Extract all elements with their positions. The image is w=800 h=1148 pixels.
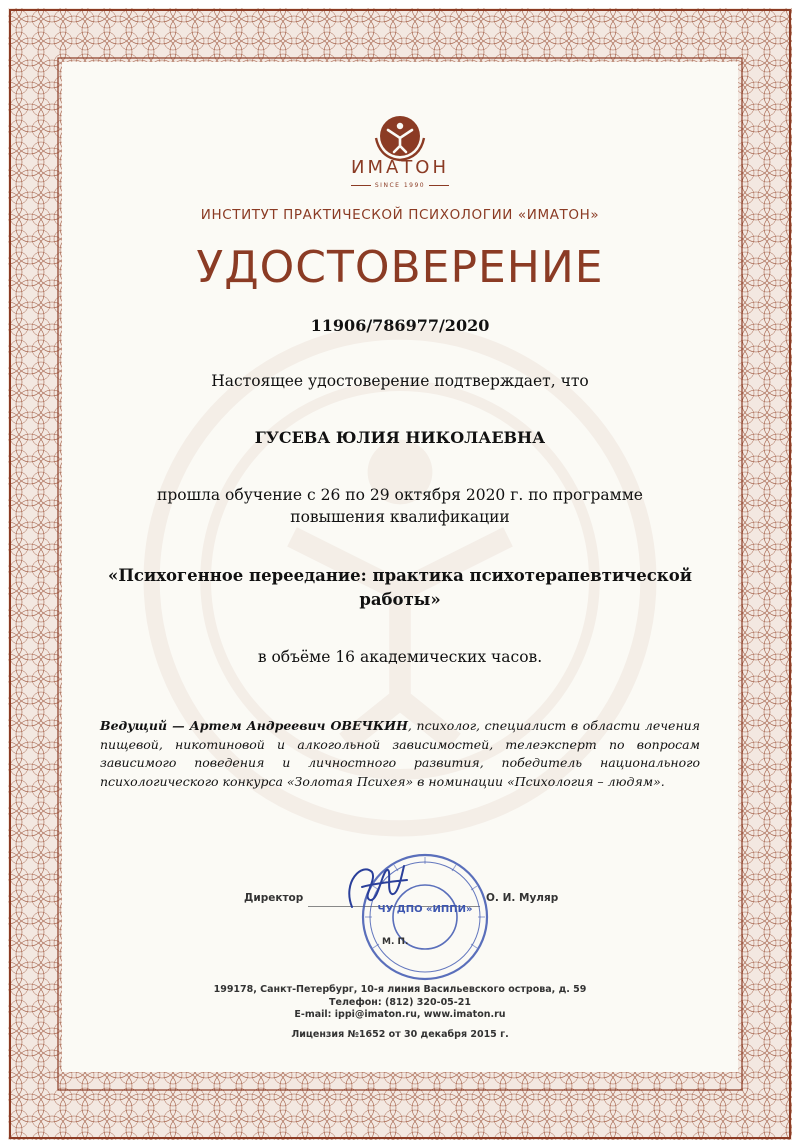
phone: Телефон: (812) 320-05-21 xyxy=(329,996,471,1008)
director-signature xyxy=(332,852,412,922)
email: E-mail: ippi@imaton.ru, www.imaton.ru xyxy=(294,1009,506,1020)
stamp-place-label: М. П. xyxy=(382,937,409,947)
institute-name: ИНСТИТУТ ПРАКТИЧЕСКОЙ ПСИХОЛОГИИ «ИМАТОН» xyxy=(200,207,600,223)
since-label xyxy=(62,182,738,189)
certificate-number: 11906/786977/2020 xyxy=(310,316,490,335)
hours-text: в объёме 16 академических часов. xyxy=(257,648,543,666)
certificate-content xyxy=(62,62,738,1072)
address: 199178, Санкт-Петербург, 10-я линия Васильевского острова, д. 59 xyxy=(213,984,587,995)
brand-name: ИМАТОН xyxy=(350,157,449,178)
divider xyxy=(351,185,371,186)
lecturer-description: , психолог, специалист в области лечения пищевой, никотиновой и алкогольной зависимостей, телеэксперт по вопросам зависимого поведения и личностного развития, победитель национального психологического конкурса «Золотая Психея» в номинации «Психология – людям». xyxy=(100,718,700,789)
confirms-text: Настоящее удостоверение подтверждает, что xyxy=(211,372,589,390)
stamp-text: ЧУ ДПО «ИППИ» xyxy=(377,904,473,915)
holder-name: ГУСЕВА ЮЛИЯ НИКОЛАЕВНА xyxy=(254,428,546,447)
program-title: «Психогенное переедание: практика психотерапевтической работы» xyxy=(108,566,692,609)
training-line: повышения квалификации xyxy=(290,508,510,526)
training-line: прошла обучение с 26 по 29 октября 2020 г. по программе xyxy=(157,486,643,504)
footer-contacts xyxy=(62,984,738,1041)
training-text xyxy=(122,484,678,528)
lecturer-info xyxy=(100,717,700,791)
lecturer-label: Ведущий — Артем Андреевич ОВЕЧКИН xyxy=(100,718,408,733)
since-text: SINCE 1990 xyxy=(374,182,426,189)
divider xyxy=(429,185,449,186)
license: Лицензия №1652 от 30 декабря 2015 г. xyxy=(291,1028,509,1040)
document-title: УДОСТОВЕРЕНИЕ xyxy=(196,242,604,293)
director-label: Директор xyxy=(244,892,304,904)
director-name: О. И. Муляр xyxy=(486,892,559,904)
